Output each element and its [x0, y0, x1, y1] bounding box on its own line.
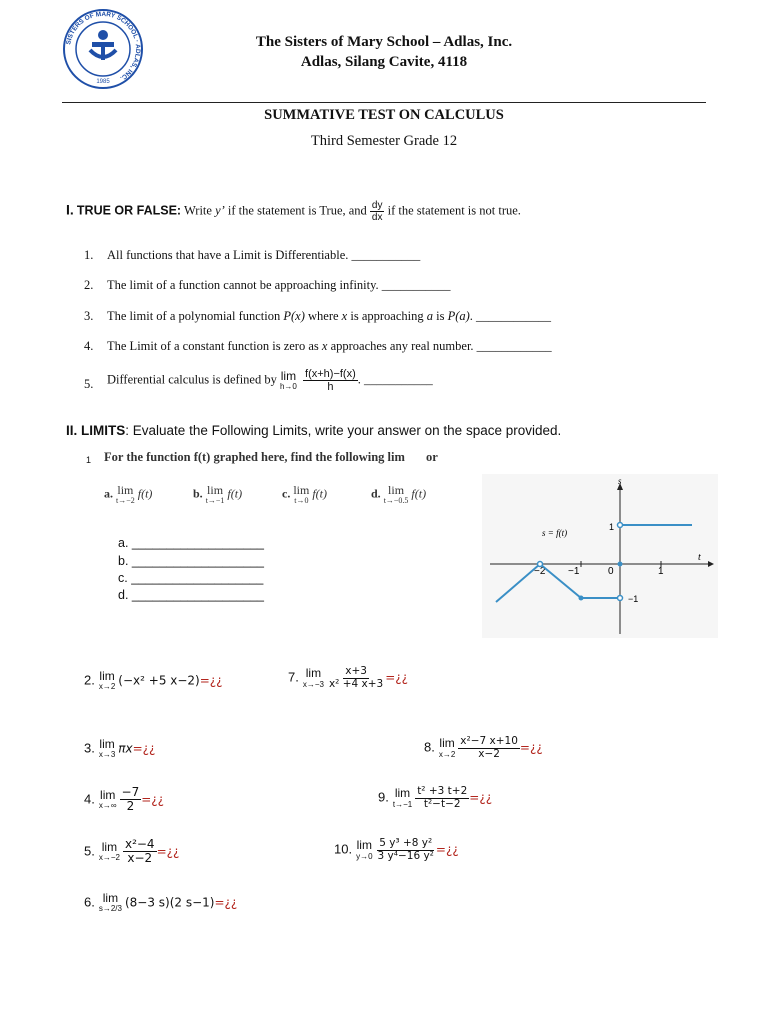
lim-sub: x→∞ [98, 801, 117, 811]
lim-sub: x→2 [438, 749, 456, 759]
lim-operator [99, 738, 115, 759]
fraction [120, 786, 142, 813]
closed-point [579, 596, 584, 601]
answer-placeholder: =¿¿ [156, 844, 180, 859]
tf-item-1: All functions that have a Limit is Differentiable. ___________ [107, 248, 421, 262]
problem-1-prompt [104, 450, 438, 465]
problem-number: 4. [84, 791, 95, 807]
tf-item-4 [107, 339, 552, 354]
problem-1-number: 1 [86, 455, 92, 465]
t-axis-label: t [698, 552, 701, 563]
math: P(x) [283, 309, 305, 323]
part1-title: TRUE OR FALSE: [76, 203, 182, 218]
dy-dx-fraction [370, 200, 385, 223]
part-label: a. [104, 486, 113, 501]
fraction [376, 838, 436, 862]
graph-svg [482, 474, 718, 638]
part-c [282, 484, 368, 505]
graph-left-piece [496, 564, 620, 602]
lim-word: lim [394, 786, 411, 801]
lim-sub: t→−1 [205, 496, 225, 506]
problem-3 [84, 738, 155, 759]
lim-word: lim [101, 840, 118, 855]
math: a [426, 309, 433, 323]
part-b [193, 484, 279, 505]
denominator: h [327, 381, 334, 394]
denominator: x−2 [478, 747, 500, 760]
problem-4 [84, 786, 164, 813]
answer-c [118, 571, 263, 585]
answer-d [118, 588, 264, 602]
math: x [341, 309, 348, 323]
t-axis-arrow [708, 561, 714, 567]
math: x [321, 339, 328, 353]
expression: πx [118, 741, 133, 756]
lim-operator [99, 841, 120, 862]
answer-placeholder: =¿¿ [141, 792, 165, 807]
open-point [618, 523, 623, 528]
part1-instr-b: if the statement is True, and [227, 203, 367, 218]
text: is [436, 309, 445, 323]
text: where [308, 309, 339, 323]
problem-7 [288, 666, 408, 690]
lim-operator [384, 484, 409, 505]
part-d [371, 484, 461, 505]
text: Differential calculus is defined by [107, 372, 277, 387]
problem-number: 3. [84, 740, 95, 756]
problem-number: 6. [84, 894, 95, 910]
tf-item-3 [107, 309, 551, 324]
tick-label: 1 [658, 566, 664, 577]
lim-word: lim [100, 788, 116, 803]
tf-item-2: The limit of a function cannot be approaching infinity. ___________ [107, 278, 451, 292]
answer-placeholder: =¿¿ [214, 895, 238, 910]
denominator: 3 y⁴−16 y² [377, 849, 434, 862]
part2-numeral: II. [66, 423, 78, 438]
item-number: 4. [84, 339, 94, 353]
answer-a [118, 536, 264, 550]
answer-placeholder: =¿¿ [132, 741, 156, 756]
item-number: 1. [84, 248, 94, 262]
open-point [538, 562, 543, 567]
lim-word: lim [280, 369, 297, 383]
lim-operator [439, 737, 455, 758]
lim-operator [99, 892, 122, 913]
denominator: x−2 [127, 851, 153, 866]
dx: dx [371, 212, 383, 223]
item-number: 3. [84, 309, 94, 323]
part1-heading [66, 200, 521, 223]
part-label: d. [371, 486, 381, 501]
problem-number: 7. [288, 669, 299, 685]
denominator: t²−t−2 [423, 797, 461, 810]
lim-word: lim [388, 483, 405, 497]
y-label: 1 [609, 522, 615, 532]
lim-sub: x→2 [98, 682, 116, 692]
fn: f(t) [227, 486, 243, 501]
header-divider [62, 102, 706, 103]
text: The limit of a polynomial function [107, 309, 281, 323]
fraction [327, 666, 385, 690]
function-label: s = f(t) [542, 528, 568, 538]
tf-item-5 [107, 368, 433, 393]
page-title: SUMMATIVE TEST ON CALCULUS [264, 107, 504, 123]
lim-operator [280, 370, 297, 391]
lim-operator [99, 789, 117, 810]
expression: (8−3 s)(2 s−1) [124, 895, 215, 910]
problem-9 [378, 786, 492, 810]
problem-6 [84, 892, 237, 913]
answer-placeholder: =¿¿ [199, 673, 223, 688]
lim-operator [393, 787, 412, 808]
answer-placeholder: =¿¿ [385, 670, 409, 685]
part2-heading [66, 423, 561, 438]
function-graph [482, 474, 718, 638]
lim-sub: y→0 [356, 851, 373, 861]
problem-5 [84, 838, 179, 865]
s-axis-label: s [618, 476, 622, 486]
blank: . ___________ [357, 372, 433, 387]
lim-word: lim [305, 666, 322, 681]
page-subtitle: Third Semester Grade 12 [310, 133, 458, 149]
answer-blank: ___________________ [131, 571, 264, 585]
lim-word: lim [356, 838, 372, 853]
denominator: x² +4 x+3 [328, 677, 384, 690]
numerator: 5 y³ +8 y² [379, 837, 433, 849]
lim-sub: x→−2 [98, 853, 120, 863]
svg-text:SISTERS OF MARY SCHOOL · ADLAS: SISTERS OF MARY SCHOOL · ADLAS, INC. [65, 10, 142, 82]
numerator: x+3 [345, 665, 367, 677]
item-number: 2. [84, 278, 94, 292]
lim-operator [206, 484, 225, 505]
part2-instructions: : Evaluate the Following Limits, write your answer on the space provided. [125, 423, 562, 438]
answer-blank: ___________________ [131, 536, 265, 550]
expression: (−x² +5 x−2) [118, 673, 200, 688]
tick-label: 0 [608, 566, 614, 577]
part1-numeral: I. [66, 201, 74, 218]
closed-point [618, 562, 623, 567]
problem-number: 8. [424, 739, 435, 755]
problem-number: 2. [84, 672, 95, 688]
text: is approaching [350, 309, 424, 323]
numerator: t² +3 t+2 [417, 785, 468, 797]
item-number: 5. [84, 377, 94, 391]
lim-sub: t→−1 [392, 799, 413, 809]
y-label: −1 [628, 594, 639, 604]
lim-word: lim [439, 736, 455, 751]
school-name: The Sisters of Mary School – Adlas, Inc. [255, 34, 513, 50]
fraction [458, 736, 520, 760]
answer-blank: ___________________ [131, 588, 265, 602]
text: approaches any real number. ____________ [330, 339, 552, 353]
problem-10 [334, 838, 459, 862]
lim-sub: t→−2 [116, 496, 135, 506]
open-point [618, 596, 623, 601]
answer-placeholder: =¿¿ [469, 790, 493, 805]
part2-title: LIMITS [81, 423, 126, 438]
tick-label: −1 [568, 566, 580, 577]
problem-number: 10. [334, 841, 353, 857]
lim-sub: s→2/3 [98, 904, 122, 914]
part-label: c. [282, 486, 291, 501]
svg-text:1985: 1985 [96, 79, 110, 85]
fraction [415, 786, 469, 810]
answer-placeholder: =¿¿ [435, 842, 459, 857]
lim-sub: x→−3 [302, 679, 324, 689]
lim-sub: t→−0.5 [383, 496, 409, 506]
lim-word: lim [99, 737, 115, 751]
tick-label: −2 [534, 566, 546, 577]
answer-label: c. [118, 571, 128, 585]
lim-word: lim [99, 669, 115, 683]
answer-label: a. [118, 536, 129, 550]
problem-number: 9. [378, 789, 389, 805]
answer-label: d. [118, 588, 129, 602]
blank: . ____________ [469, 309, 552, 323]
answer-blank: ___________________ [131, 554, 265, 568]
numerator: x²−7 x+10 [460, 735, 518, 747]
lim-operator [293, 484, 309, 505]
lim-word: lim [102, 891, 119, 905]
answer-b [118, 554, 264, 568]
fn: f(t) [312, 486, 328, 501]
lim-operator [116, 484, 135, 505]
fn: f(t) [411, 486, 427, 501]
lim-word: lim [207, 483, 224, 497]
problem-number: 5. [84, 843, 95, 859]
problem-2 [84, 670, 223, 691]
numerator: f(x+h)−f(x) [305, 368, 356, 380]
text: The Limit of a constant function is zero as [107, 339, 319, 353]
answer-label: b. [118, 554, 129, 568]
numerator: x²−4 [124, 837, 155, 851]
lim-operator [356, 839, 372, 860]
problem-8 [424, 736, 543, 760]
answer-placeholder: =¿¿ [519, 740, 543, 755]
fn: f(t) [137, 486, 153, 501]
fraction [303, 368, 358, 393]
yprime: y’ [215, 203, 225, 218]
part-a [104, 484, 190, 505]
dy: dy [371, 200, 383, 211]
lim-sub: t→0 [294, 496, 309, 506]
math: P(a) [447, 309, 470, 323]
lim-word: lim [293, 483, 310, 497]
lim-sub: h→0 [279, 382, 297, 392]
part1-instr-c: if the statement is not true. [387, 203, 521, 218]
prompt-text: For the function f(t) graphed here, find the following lim [104, 450, 405, 464]
fraction [123, 838, 157, 865]
problem-1-parts [104, 484, 461, 505]
numerator: −7 [121, 785, 140, 799]
denominator: 2 [126, 799, 135, 814]
part1-instr-a: Write [183, 203, 212, 218]
lim-word: lim [117, 483, 134, 497]
school-address: Adlas, Silang Cavite, 4118 [300, 54, 468, 70]
lim-sub: x→3 [98, 750, 116, 760]
prompt-tail: or [426, 450, 438, 464]
lim-operator [99, 670, 115, 691]
lim-operator [303, 667, 324, 688]
part-label: b. [193, 486, 203, 501]
